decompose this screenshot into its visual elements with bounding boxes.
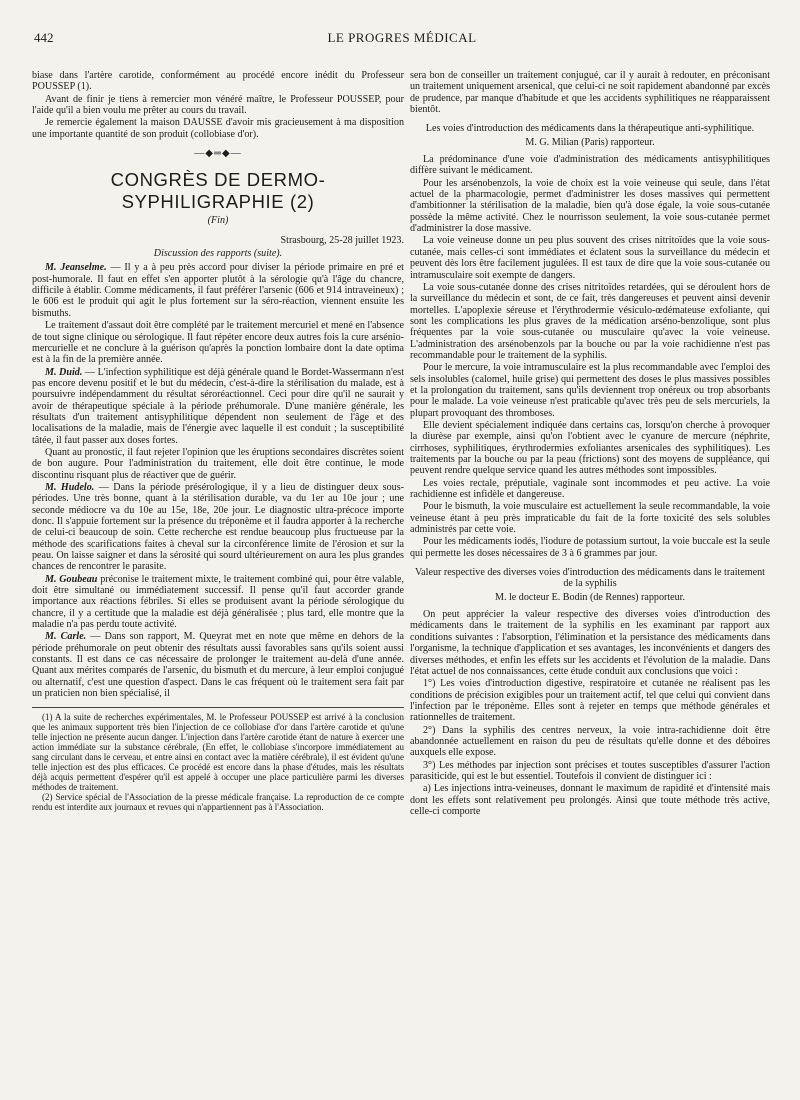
footnotes — [32, 707, 404, 812]
speech-paragraph — [32, 631, 404, 699]
body-paragraph: Pour le mercure, la voie intramusculaire est la plus recommandable avec l'emploi des sels insolubles (calomel, huile grise) qui permettent des doses le plus massives possibles et la prolongation du traitement, sans qu'ils deviennent trop onéreux ou trop absorbants pour le malade. La voie veineuse n'est praticable qu'avec très peu de sels mercuriels, la plupart provoquant des thromboses. — [410, 362, 770, 419]
footnote: (2) Service spécial de l'Association de la presse médicale française. La reproduction de ce compte rendu est interdite aux journaux et revues qui n'appartiennent pas à l'Association. — [32, 791, 404, 812]
speech-paragraph — [32, 482, 404, 573]
intro-paragraph: biase dans l'artère carotide, conformément au procédé encore inédit du Professeur POUSSEP (1). — [32, 70, 404, 93]
body-paragraph: 2°) Dans la syphilis des centres nerveux, la voie intra-rachidienne doit être abandonnée actuellement en raison du peu de résultats qu'elle donne et des déboires auxquels elle expose. — [410, 724, 770, 759]
speaker-name: M. Goubeau — [45, 573, 98, 585]
rapporteur-line: M. G. Milian (Paris) rapporteur. — [525, 136, 655, 148]
section-heading: Les voies d'introduction des médicaments dans la thérapeutique anti-syphilitique. — [425, 123, 755, 135]
body-paragraph: La prédominance d'une voie d'administration des médicaments antisyphilitiques diffère suivant le médicament. — [410, 154, 770, 177]
speech-paragraph — [32, 262, 404, 319]
rapporteur-line: M. le docteur E. Bodin (de Rennes) rapporteur. — [494, 591, 686, 603]
speech-paragraph — [32, 447, 404, 481]
speaker-name: M. Carle. — [45, 631, 87, 643]
speaker-name: M. Duid. — [45, 366, 83, 378]
body-paragraph: La voie sous-cutanée donne des crises nitritoïdes retardées, qui se déroulent hors de la surveillance du médecin et sont, de ce fait, très dangereuses et peuvent ainsi devenir mortelles. L'apoplexie séreuse et l'érythrodermie vésiculo-œdémateuse exfoliante, qui sont les complications les plus graves de la médication arséno-benzolique, sont plus fréquentes par la voie sous-cutanée ou musculaire qu'avec la voie veineuse. L'administration des arsénobenzols par la bouche ou par la voie rachidienne n'est pas recommandable pour le traitement de la syphilis. — [410, 281, 770, 361]
speech-text: — Il y a à peu près accord pour diviser la période primaire en pré et post-humorale. Il faut en effet s'en apporter plutôt à la sérologie qu'à l'âge du chancre, difficile à établir. Comme médicaments, il faut préférer l'arsenic (606 et 914 intraveineux) ; le 606 est le produit qui agit le plus fortement sur la séro-réaction, viennent ensuite les bismuths. — [32, 262, 404, 319]
body-paragraph: Pour les arsénobenzols, la voie de choix est la voie veineuse qui seule, dans l'état actuel de la pharmacologie, permet d'administrer les doses massives qui permettent d'ambitionner la stérilisation de la maladie, bien qu'à dose égale, la voie sous-cutanée possède la même activité. Chez le nourrisson seulement, la voie sous-cutanée permet d'administrer la dose massive. — [410, 177, 770, 235]
speech-paragraph — [32, 320, 404, 365]
body-paragraph: Les voies rectale, préputiale, vaginale sont incommodes et peu active. La voie rachidienne est infidèle et dangereuse. — [410, 477, 770, 501]
intro-paragraph: Je remercie également la maison DAUSSE d'avoir mis gracieusement à ma disposition une importante quantité de son produit (collobiase d'or). — [32, 117, 404, 140]
speech-text: Quant au pronostic, il faut rejeter l'opinion que les éruptions secondaires discrètes soient de bon augure. Pour l'administration du traitement, elle doit être continue, le mode discontinu risquant plus de réactiver que de guérir. — [32, 446, 404, 481]
body-paragraph: Pour le bismuth, la voie musculaire est actuellement la seule recommandable, la voie veineuse étant à peu près impraticable du fait de la forte toxicité des sels solubles administrés par cette voie. — [410, 501, 770, 536]
left-column — [32, 70, 404, 812]
running-title: LE PROGRES MÉDICAL — [327, 30, 477, 45]
place-date: Strasbourg, 25-28 juillet 1923. — [280, 234, 404, 246]
footnote: (1) A la suite de recherches expérimentales, M. le Professeur POUSSEP est arrivé à la conclusion que les animaux supportent très bien l'injection de ce collobiase d'or dans l'artère carotide et qu'une telle injection ne présente aucun danger. L'injection dans l'artère carotide étant de nature à exercer une action immédiate sur la substance cérébrale, (En effet, le collobiase s'incorpore immédiatement au sang circulant dans le cerveau, et entre ainsi en contact avec la matière cérébrale), il est évident qu'une telle injection est des plus efficaces. Ce procédé est encore dans la phase d'études, mais les résultats déjà acquis permettent d'espérer qu'il est appelé à occuper une place particulière parmi les diverses méthodes de traitement. — [32, 711, 404, 792]
body-paragraph: La voie veineuse donne un peu plus souvent des crises nitritoïdes que la voie sous-cutanée, mais celles-ci sont immédiates et éclatent sous la surveillance du médecin et peuvent dès lors être facilement jugulées. Il est taux de dire que la voie sous-cutanée ou intramusculaire soit exempte de dangers. — [410, 235, 770, 281]
speech-text: — Dans la période présérologique, il y a lieu de distinguer deux sous-périodes. Une très bonne, quant à la stérilisation durable, va du 1er au 10e jour ; une seconde médiocre va du 10e au 15e, 18e, 20e jour. Le diagnostic ultra-précoce importe donc. Il s'appuie fortement sur la présence du tréponème et il faudra apporter à la recherche de celui-ci beaucoup de soin. Cette recherche est rendue beaucoup plus fructueuse par la méthode des scarifications faites à cheval sur la circonférence limite de l'érosion et sur la peau. On laisse saigner et dans la sérosité qui sourd ultérieurement on aura les plus grandes chances de rencontrer le parasite. — [32, 481, 404, 573]
speech-paragraph — [32, 367, 404, 446]
body-paragraph: On peut apprécier la valeur respective des diverses voies d'introduction des médicaments dans le traitement de la syphilis en les examinant par rapport aux conditions suivantes : l'absorption, l'élimination et la persistance des médicaments dans l'organisme, la technique d'application et ses avantages, les inconvénients et dangers des diverses méthodes, et enfin les effets sur les accidents et l'évolution de la maladie. Dans l'état actuel de nos connaissances, cette étude conduit aux conclusions que voici : — [410, 609, 770, 677]
speech-text: — Dans son rapport, M. Queyrat met en note que même en dehors de la période préhumorale on peut obtenir des résultats aussi favorables sans qu'ils soient aussi constants. Il est dans ce cas nécessaire de prolonger le traitement au-delà d'une année. Quant aux mérites comparés de l'arsenic, du bismuth et du mercure, à leur emploi conjugué ou alternatif, c'est une question d'aspect. Dans le cas fréquent où le traitement sera fait par un praticien non bien spécialisé, il — [32, 631, 404, 700]
speaker-name: M. Hudelo. — [45, 481, 95, 493]
speaker-name: M. Jeanselme. — [45, 262, 107, 274]
speech-text: — L'infection syphilitique est déjà générale quand le Bordet-Wassermann n'est pas encore devenu positif et le but du médecin, c'est-à-dire la stérilisation du malade, est à poursuivre indépendamment du résultat séroréactionnel. Ceci pour dire qu'il ne saurait y avoir de thérapeutique spéciale à la période préhumorale. D'une manière générale, les résultats d'un traitement antisyphilitique dépendent non seulement de l'âge et des localisations de la maladie, mais de l'énergie avec laquelle il est conduit ; la susceptibilité tâtée, il faut passer aux doses fortes. — [32, 366, 404, 446]
speech-text: Le traitement d'assaut doit être complété par le traitement mercuriel et mené en l'absence de tout signe clinique ou sérologique. Il faut répéter encore deux autres fois la cure arsénio-mercurielle et ne conclure à la guérison qu'après la ponction lombaire dont la date optima est à la fin de la première année. — [32, 320, 404, 366]
section-heading: Valeur respective des diverses voies d'introduction des médicaments dans le traitement de la syphilis — [415, 567, 765, 590]
page-number: 442 — [34, 30, 54, 45]
speech-text: préconise le traitement mixte, le traitement combiné qui, pour être valable, doit être simultané ou immédiatement successif. Il pense qu'il faut accorder grande importance aux réactions fébriles. Si elles se produisent avant la période sérologique du chancre, il y a certitude que la maladie est déjà généralisée ; plus tard, elle montre que la maladie n'a pas perdu toute activité. — [32, 573, 404, 631]
continuation-paragraph: sera bon de conseiller un traitement conjugué, car il y aurait à redouter, en préconisant un traitement uniquement arsenical, que celui-ci ne soit rapidement abandonné par excès de prudence, par manque d'habitude et que les accidents syphilitiques ne réapparaissent bientôt. — [410, 70, 770, 116]
discussion-heading: Discussion des rapports (suite). — [153, 248, 283, 260]
body-paragraph: 1°) Les voies d'introduction digestive, respiratoire et cutanée ne réalisent pas les conditions de précision exigibles pour un traitement actif, tel que celui qui convient dans l'infection par le tréponème. Elles sont à rejeter en temps que méthode générales et rationnelles de traitement. — [410, 678, 770, 724]
speech-paragraph — [32, 574, 404, 631]
fin-label: (Fin) — [207, 215, 229, 227]
body-paragraph: a) Les injections intra-veineuses, donnant le maximum de rapidité et d'intensité mais dont les effets sont relativement peu prolongés. Ainsi que toute méthode très active, celle-ci comporte — [410, 783, 770, 817]
intro-paragraph: Avant de finir je tiens à remercier mon vénéré maître, le Professeur POUSSEP, pour l'aide qu'il a bien voulu me prêter au cours du travail. — [32, 93, 404, 117]
section-ornament: —◆═◆— — [194, 148, 242, 160]
right-column — [410, 70, 770, 818]
page-header — [34, 30, 770, 52]
body-paragraph: 3°) Les méthodes par injection sont précises et toutes susceptibles d'assurer l'action parasiticide, qui est le but essentiel. Toutefois il convient de distinguer ici : — [410, 759, 770, 782]
body-paragraph: Pour les médicaments iodés, l'iodure de potassium surtout, la voie buccale est la seule qui permette les doses nécessaires de 3 à 6 grammes par jour. — [410, 536, 770, 559]
body-paragraph: Elle devient spécialement indiquée dans certains cas, lorsqu'on cherche à provoquer la diurèse par exemple, ainsi qu'on l'obtient avec le cyanure de mercure (néphrite, cirrhoses, syphilitiques, érythrodermies exfoliantes arsenicales des syphilitiques). Les traitements par la bouche ou par la peau (frictions) sont des moyens de suppléance, qui peuvent rendre quelque service quand les autres méthodes sont impossibles. — [410, 419, 770, 477]
congress-title: CONGRÈS DE DERMO-SYPHILIGRAPHIE (2) — [110, 169, 326, 213]
